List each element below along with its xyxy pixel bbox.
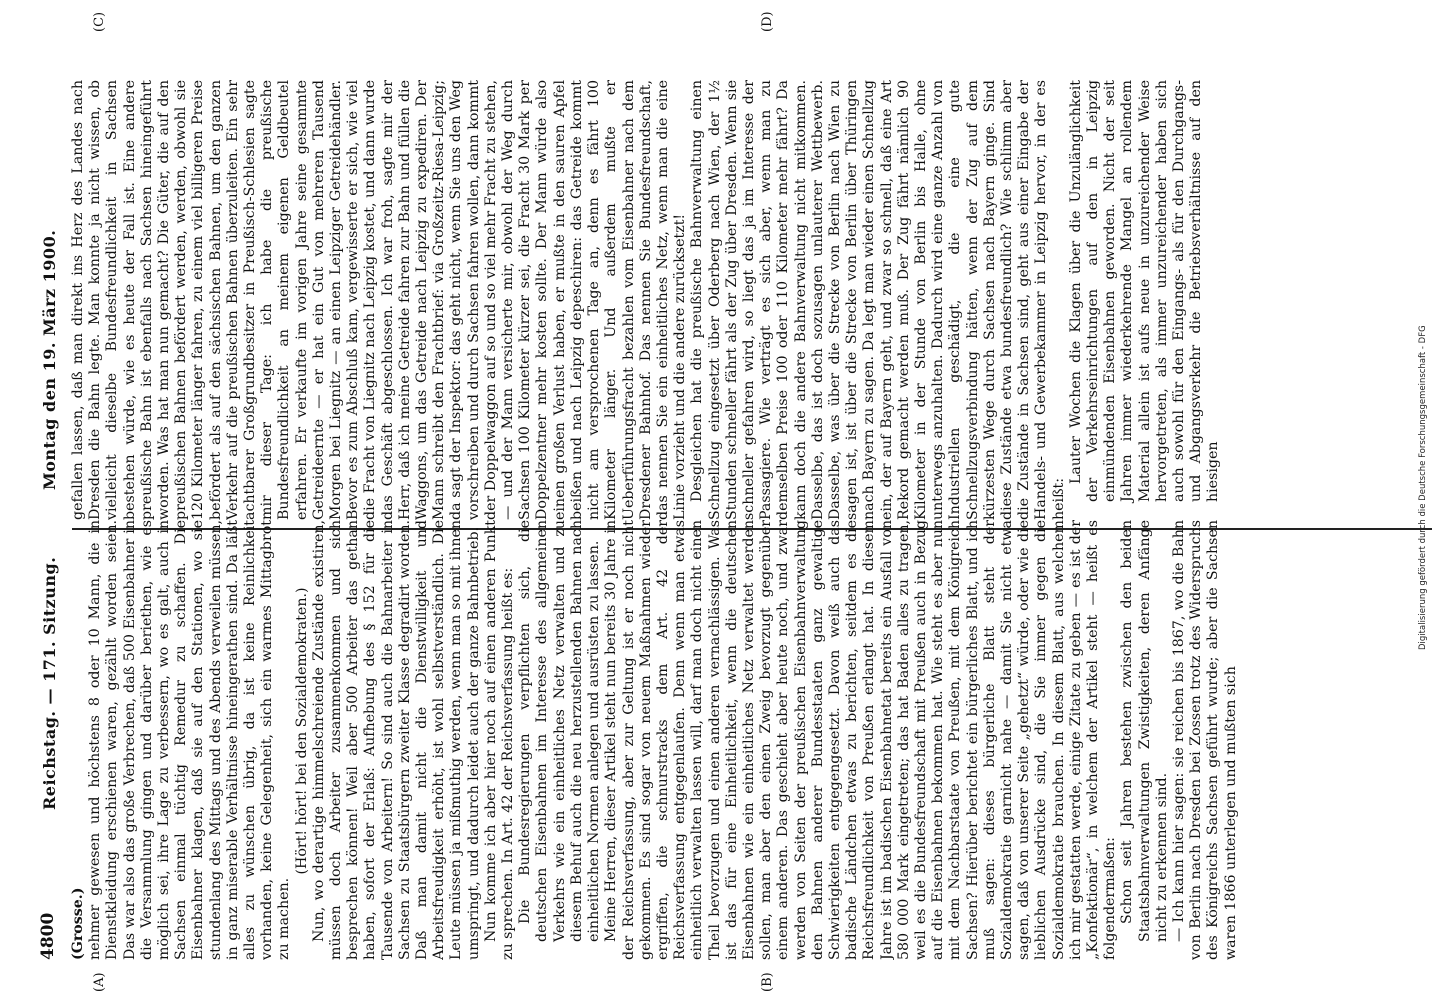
right-column	[70, 80, 1430, 520]
quotation: Die Bundesregierungen verpflichten sich, die deutschen Eisenbahnen im Interesse des allgemeinen Verkehrs wie ein einheitliches Netz verwalten und zu diesem Behuf auch die neu herzustellenden Bahnen nach einheitlichen Normen anlegen und ausrüsten zu lassen.	[517, 520, 603, 942]
margin-marker-d: (D)	[760, 11, 775, 32]
page-number: 4800	[38, 912, 58, 960]
page-header	[0, 0, 70, 1000]
paragraph: Meine Herren, dieser Artikel steht nun bereits 30 Jahre in der Reichsverfassung, aber zur Geltung ist er noch nicht gekommen. Es sind sogar von neuem Maßnahmen wieder ergriffen, die schnurstracks dem Art. 42 der Reichsverfassung entgegenlaufen. Denn wenn man etwas einheitlich verwalten lassen will, darf man doch nicht einen Theil bevorzugen und einen anderen vernachlässigen. Was ist das für eine Einheitlichkeit, wenn die deutschen Eisenbahnen wie ein einheitliches Netz verwaltet werden sollen, man aber den einen Zweig bevorzugt gegenüber einem anderen. Das geschieht aber heute noch, und zwar werden von Seiten der preußischen Eisenbahnverwaltung den Bahnen anderer Bundesstaaten ganz gewaltige Schwierigkeiten entgegengesetzt. Davon weiß auch das badische Ländchen etwas zu berichten, seitdem es die Reichsfreundlichkeit von Preußen erlangt hat. In diesem Jahre ist im badischen Eisenbahnetat bereits ein Ausfall von 580 000 Mark eingetreten; das hat Baden alles zu tragen, weil es die Bundesfreundschaft mit Preußen auch in Bezug auf die Eisenbahnen bekommen hat. Wie steht es aber nun mit dem Nachbarstaate von Preußen, mit dem Königreich Sachsen? Hierüber berichtet ein bürgerliches Blatt, und ich muß sagen: dieses bürgerliche Blatt steht der Sozialdemokratie garnicht nahe — damit Sie nicht etwa sagen, daß von unserer Seite „gehetzt“ würde, oder wie die lieblichen Ausdrücke sind, die Sie immer gegen die Sozialdemokratie brauchen. In diesem Blatt, aus welchem ich mir gestatten werde, einige Zitate zu geben — es ist der „Konfektionär“, in welchem der Artikel steht — heißt es folgendermaßen:	[603, 520, 1119, 960]
session-date: Montag den 19. März 1900.	[40, 229, 59, 490]
interjection: (Hört! hört! bei den Sozialdemokraten.)	[293, 587, 310, 875]
margin-marker-a: (A)	[92, 972, 107, 992]
quotation: Schon seit Jahren bestehen zwischen den beiden Staatsbahnverwaltungen Zwistigkeiten, deren Anfänge nicht zu erkennen sind.	[1119, 520, 1170, 942]
paragraph: Nun, wo derartige himmelschreiende Zustände existiren, müssen doch Arbeiter zusammenkommen und sich besprechen können! Weil aber 500 Arbeiter das gethan haben, sofort der Erlaß: Aufhebung des § 152 für die Tausende von Arbeitern! So sind auch die Bahnarbeiter in Sachsen zu Staatsbürgern zweiter Klasse degradirt worden. Daß man damit nicht die Dienstwilligkeit und Arbeitsfreudigkeit erhöht, ist wohl selbstverständlich. Die Leute müssen ja mißmuthig werden, wenn man so mit ihnen umspringt, und dadurch leidet auch der ganze Bahnbetrieb.	[310, 520, 482, 960]
speaker-name: (Grosse.)	[70, 887, 86, 960]
paragraph: Desgleichen hat die preußische Bahnverwaltung einen Schnellzug eingesetzt über Oderberg nach Wien, der 1½ Stunden schneller fährt als der Zug über Dresden. Wenn sie schneller gefahren wird, so liegt das ja im Interesse der Passagiere. Wie verträgt es sich aber, wenn man zu demselben Preise 100 oder 110 Kilometer mehr fährt? Da kann doch die andere Bahnverwaltung nicht mitkommen. Dasselbe, das ist doch sozusagen unlauterer Wettbewerb. Dasselbe, was über die Strecke von Berlin nach Wien zu sagen ist, ist über die Strecke von Berlin über Thüringen nach Bayern zu sagen. Da legt man wieder einen Schnellzug ein, der auf Bayern geht, und zwar so schnell, daß eine Art Rekord gemacht werden muß. Der Zug fährt nämlich 90 Kilometer in der Stunde von Berlin bis Halle, ohne unterwegs anzuhalten. Dadurch wird eine ganze Anzahl von Industriellen geschädigt, die eine gute Schnellzugsverbindung hätten, wenn der Zug auf dem kürzesten Wege durch Sachsen nach Bayern ginge. Sind diese Zustände etwa bundesfreundlich? Wie schlimm aber die Zustände in Sachsen sind, geht aus einer Eingabe der Handels- und Gewerbekammer in Leipzig hervor, in der es heißt:	[689, 80, 1067, 520]
paragraph: gefallen lassen, daß man direkt ins Herz des Landes nach Dresden die Bahn legte. Man konnte ja nicht wissen, ob vielleicht dieselbe Bundesfreundlichkeit in Sachsen bestehen würde, wie es heute der Fall ist. Eine andere preußische Bahn ist ebenfalls nach Sachsen hineingeführt worden. Was hat man nun gemacht? Die Güter, die auf den preußischen Bahnen befördert werden, werden, obwohl sie 120 Kilometer länger fahren, zu einem viel billigeren Preise befördert als auf den sächsischen Bahnen, um den ganzen Verkehr auf die preußischen Bahnen überzuleiten. Ein sehr achtbarer Großgrundbesitzer in Preußisch-Schlesien sagte mir dieser Tage: ich habe die preußische Bundesfreundlichkeit an meinem eigenen Geldbeutel erfahren. Er verkaufte im vorigen Jahre seine gesammte Getreideernte — er hat ein Gut von mehreren Tausend Morgen bei Liegnitz — an einen Leipziger Getreidehändler. Bevor es zum Abschluß kam, vergewisserte er sich, wie viel die Fracht von Liegnitz nach Leipzig kostet, und dann wurde das Geschäft abgeschlossen. Ich war froh, sagte mir der Herr, daß ich meine Getreide fahren zur Bahn und füllen die Waggons, um das Getreide nach Leipzig zu expediren. Der Mann schreibt den Frachtbrief: via Großzeitz-Riesa-Leipzig; da sagt der Inspektor: das geht nicht, wenn Sie uns den Weg vorschreiben und durch Sachsen fahren wollen, dann kommt der Doppelwaggon auf so und so viel mehr Fracht zu stehen, — und der Mann versicherte mir, obwohl der Weg durch Sachsen 100 Kilometer kürzer sei, die Fracht 30 Mark per Doppelzentner mehr kosten sollte. Der Mann würde also einen großen Verlust haben, er mußte in den sauren Apfel beißen und nach Leipzig depeschiren: das Getreide kommt nicht am versprochenen Tage an, denn es fährt 100 Kilometer länger. Und außerdem mußte er Ueberführungsfracht bezahlen vom Eisenbahner nach dem Dresdener Bahnhof. Das nennen Sie Bundesfreundschaft, das nennen Sie ein einheitliches Netz, wenn man die eine Linie vorzieht und die andere zurücksetzt!	[70, 80, 689, 520]
paragraph: Nun komme ich aber hier noch auf einen anderen Punkt zu sprechen. In Art. 42 der Reichsverfassung heißt es:	[482, 520, 517, 960]
quotation: Lauter Wochen die Klagen über die Unzulänglichkeit der Verkehrseinrichtungen auf den in Leipzig einmündenden Eisenbahnen geworden. Nicht der seit Jahren immer wiederkehrende Mangel an rollendem Material allein ist aufs neue in unzureichender Weise hervorgetreten, als immer unzureichender haben sich auch sowohl für den Eingangs- als für den Durchgangs- und Abgangsverkehr die Betriebsverhältnisse auf den hiesigen	[1067, 80, 1222, 502]
left-column	[70, 520, 1430, 960]
margin-marker-c: (C)	[92, 11, 107, 32]
paragraph: nehmer gewesen und höchstens 8 oder 10 Mann, die in Dienstkleidung erschienen waren, gezählt worden seien. Das war also das große Verbrechen, daß 500 Eisenbahner in die Versammlung gingen und darüber beriethen, wie es möglich sei, ihre Lage zu verbessern, wo es galt, auch in Sachsen einmal tüchtig Remedur zu schaffen. Die Eisenbahner klagen, daß sie auf den Stationen, wo sie stundenlang des Mittags und des Abends verweilen müssen, in ganz miserable Verhältnisse hineingerathen sind. Da läßt alles zu wünschen übrig, da ist keine Reinlichkeit vorhanden, keine Gelegenheit, sich ein warmes Mittagbrot zu machen.	[87, 520, 293, 960]
session-title: Reichstag. — 171. Sitzung.	[40, 556, 59, 810]
margin-marker-b: (B)	[760, 972, 775, 992]
dfg-credit-line: Digitalisierung gefördert durch die Deutsche Forschungsgemeinschaft - DFG	[1418, 325, 1428, 650]
paragraph: — Ich kann hier sagen: sie reichen bis 1867, wo die Bahn von Berlin nach Dresden bei Zossen trotz des Widerspruchs des Königreichs Sachsen geführt wurde; aber die Sachsen waren 1866 unterlegen und mußten sich	[1171, 520, 1239, 960]
